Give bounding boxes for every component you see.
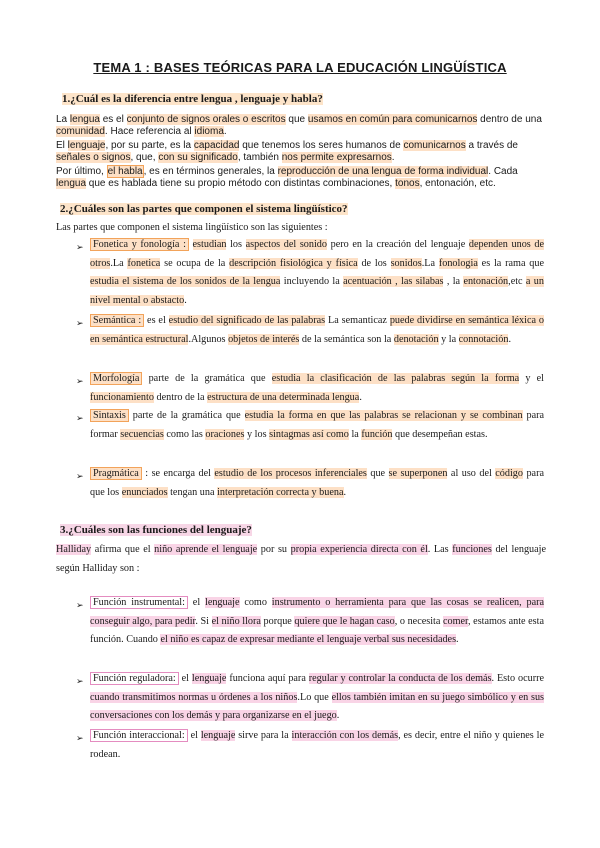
text: . xyxy=(456,634,459,645)
arrow-bullet-icon: ➢ xyxy=(76,677,84,687)
text: tengan una xyxy=(167,486,218,498)
highlight: código xyxy=(495,468,523,479)
section-heading-1 xyxy=(62,93,323,105)
arrow-bullet-icon: ➢ xyxy=(76,319,84,329)
text: . xyxy=(508,333,511,345)
text: . xyxy=(336,710,340,721)
highlight: entonación xyxy=(463,276,509,287)
q1-paragraph-habla xyxy=(56,166,546,190)
highlight: descripción fisiológica y física xyxy=(229,257,358,269)
highlight: denotación xyxy=(393,333,439,345)
text: dentro de la xyxy=(153,391,208,403)
term-box: Sintaxis xyxy=(90,409,129,422)
highlight: el habla xyxy=(107,166,143,177)
text: parte de la gramática que xyxy=(142,373,272,384)
highlight: lenguaje xyxy=(204,597,240,608)
term-box: Función reguladora: xyxy=(90,672,179,685)
highlight: propia experiencia directa con él xyxy=(290,544,428,555)
highlight: conjunto de signos orales o escritos xyxy=(126,114,286,125)
text: .La xyxy=(421,257,439,269)
text: . xyxy=(359,391,362,403)
highlight: el niño llora xyxy=(211,615,261,627)
highlight: lenguaje xyxy=(191,673,227,684)
highlight: lengua xyxy=(56,178,87,189)
highlight: comunidad xyxy=(56,126,105,137)
text: , la xyxy=(443,276,464,287)
highlight: Halliday xyxy=(56,544,92,555)
arrow-bullet-icon: ➢ xyxy=(76,414,84,424)
text: como xyxy=(239,597,272,608)
text: para que los xyxy=(90,468,544,498)
text: se ocupa de la xyxy=(160,257,230,269)
q2-item-sintaxis xyxy=(90,407,544,444)
highlight: a un nivel mental o abstacto xyxy=(90,276,544,306)
text: .Lo que xyxy=(297,691,332,703)
q2-intro: Las partes que componen el sistema lingüístico son las siguientes : xyxy=(56,222,328,233)
highlight: interpretación correcta y buena xyxy=(217,486,344,498)
highlight: estudian xyxy=(192,239,227,250)
text: . Esto ocurre xyxy=(491,673,544,684)
text: Por último, xyxy=(56,166,107,177)
q2-item-morfologia xyxy=(90,370,544,407)
highlight: estudio de los procesos inferenciales xyxy=(214,468,367,479)
text: : se encarga del xyxy=(141,468,215,479)
highlight: señales o signos xyxy=(56,152,131,163)
q3-item-reguladora xyxy=(90,670,544,726)
page-title: TEMA 1 : BASES TEÓRICAS PARA LA EDUCACIÓN LINGÜÍSTICA xyxy=(93,60,507,75)
text: y la xyxy=(438,333,459,345)
text: La semanticaz xyxy=(325,315,390,326)
q3-intro xyxy=(56,541,546,578)
highlight: reproducción de una lengua de forma individual xyxy=(277,166,489,177)
highlight: el niño es capaz de expresar mediante el lenguaje verbal sus necesidades xyxy=(160,634,457,645)
term-box: Pragmática xyxy=(90,467,142,480)
text: por su xyxy=(257,544,291,555)
text: La xyxy=(56,114,70,125)
highlight: aspectos del sonido xyxy=(245,239,327,250)
highlight: enunciados xyxy=(121,486,168,498)
q2-item-pragmatica xyxy=(90,465,544,502)
text: los xyxy=(226,239,246,250)
highlight: fonetica xyxy=(127,257,161,269)
text: ,etc xyxy=(508,276,526,287)
highlight: lenguaje xyxy=(67,140,106,151)
highlight: estudia el sistema de los sonidos de la lengua xyxy=(90,276,281,287)
highlight: quiere que le hagan caso xyxy=(294,615,395,627)
term-box: Función interaccional: xyxy=(90,729,188,742)
text: la xyxy=(348,428,362,440)
highlight: estudio del significado de las palabras xyxy=(168,315,326,326)
highlight: funciones xyxy=(452,544,492,555)
text: como las xyxy=(163,428,206,440)
highlight: capacidad xyxy=(193,140,240,151)
text: de la semántica son la xyxy=(299,333,394,345)
heading-text: 1.¿Cuál es la diferencia entre lengua , lenguaje y habla? xyxy=(62,93,323,105)
highlight: sintagmas así como xyxy=(269,428,349,440)
text: incluyendo la xyxy=(280,276,344,287)
text: para formar xyxy=(90,410,545,440)
highlight: oraciones xyxy=(205,428,245,440)
highlight: puede dividirse en semántica léxica o en semántica estructural xyxy=(90,315,544,345)
highlight: con su significado xyxy=(158,152,238,163)
highlight: usamos en común para comunicarnos xyxy=(307,114,478,125)
heading-text: 3.¿Cuáles son las funciones del lenguaje? xyxy=(60,524,252,536)
highlight: secuencias xyxy=(120,428,164,440)
text: sirve para la xyxy=(235,730,292,741)
highlight: objetos de interés xyxy=(228,333,300,345)
highlight: cuando transmitimos normas u órdenes a los niños xyxy=(90,691,298,703)
text: , o necesita xyxy=(394,615,443,627)
highlight: acentuación , las silabas xyxy=(343,276,444,287)
text: al uso del xyxy=(447,468,496,479)
text: que xyxy=(285,114,308,125)
highlight: idioma xyxy=(194,126,224,137)
text: . xyxy=(223,126,227,137)
text: El xyxy=(56,140,68,151)
text: el xyxy=(187,730,201,741)
text: . xyxy=(184,294,187,306)
term-box: Morfología xyxy=(90,372,142,385)
text: es el xyxy=(99,114,127,125)
text: , es decir, entre el niño y quienes le rodean. xyxy=(90,730,545,760)
arrow-bullet-icon: ➢ xyxy=(76,377,84,387)
text xyxy=(189,239,193,250)
highlight: sonidos xyxy=(390,257,422,269)
text: el xyxy=(178,673,192,684)
text: . xyxy=(391,152,395,163)
arrow-bullet-icon: ➢ xyxy=(76,734,84,744)
text: afirma que el xyxy=(91,544,155,555)
highlight: dependen unos de otros xyxy=(90,239,544,269)
text: dentro de una xyxy=(477,114,542,125)
text: que xyxy=(366,468,389,479)
q3-item-instrumental xyxy=(90,594,544,650)
highlight: regular y controlar la conducta de los demás xyxy=(308,673,492,684)
text: , que, xyxy=(130,152,159,163)
highlight: interacción con los demás xyxy=(291,730,399,741)
text: , entonación, etc. xyxy=(419,178,496,189)
highlight: funcionamiento xyxy=(90,391,154,403)
highlight: niño aprende el lenguaje xyxy=(154,544,258,555)
q1-paragraph-lengua xyxy=(56,114,546,138)
text: que desempeñan estas. xyxy=(392,428,488,440)
text: . Hace referencia al xyxy=(104,126,195,137)
highlight: comer xyxy=(442,615,469,627)
highlight: se superponen xyxy=(388,468,448,479)
text: del lenguaje según Halliday son : xyxy=(56,544,547,574)
text: es el xyxy=(144,315,169,326)
q1-paragraph-lenguaje xyxy=(56,140,546,164)
highlight: estructura de una determinada lengua xyxy=(207,391,360,403)
text: y los xyxy=(244,428,270,440)
text: . Las xyxy=(427,544,453,555)
highlight: estudia la clasificación de las palabras según la forma xyxy=(271,373,520,384)
text: a través de xyxy=(465,140,518,151)
text: es la rama que xyxy=(477,257,545,269)
text: que es hablada tiene su propio método con distintas combinaciones, xyxy=(86,178,396,189)
section-heading-2 xyxy=(60,203,348,215)
highlight: función xyxy=(361,428,393,440)
q2-item-semantica xyxy=(90,312,544,349)
highlight: instrumento o herramienta para que las cosas se realicen, para conseguir algo, para pedir xyxy=(90,597,544,627)
text: . xyxy=(343,486,347,498)
text: , es en términos generales, la xyxy=(143,166,278,177)
highlight: tonos xyxy=(395,178,420,189)
highlight: fonologia xyxy=(438,257,478,269)
term-box: Fonetica y fonología : xyxy=(90,238,189,251)
heading-text: 2.¿Cuáles son las partes que componen el sistema lingüístico? xyxy=(60,203,348,215)
text: que tenemos los seres humanos de xyxy=(239,140,404,151)
text: funciona aquí para xyxy=(226,673,309,684)
section-heading-3 xyxy=(60,524,252,536)
arrow-bullet-icon: ➢ xyxy=(76,601,84,611)
arrow-bullet-icon: ➢ xyxy=(76,243,84,253)
text: parte de la gramática que xyxy=(128,410,245,421)
text: el xyxy=(187,597,205,608)
highlight: lenguaje xyxy=(200,730,236,741)
text: , estamos ante esta función. Cuando xyxy=(90,615,544,645)
highlight: ellos también imitan en su juego simbólico y en sus conversaciones con los demás y para organizarse en el juego xyxy=(90,691,545,721)
text: .La xyxy=(110,257,128,269)
text: , por su parte, es la xyxy=(105,140,194,151)
q3-item-interaccional xyxy=(90,727,544,764)
q2-item-fonetica xyxy=(90,236,544,310)
highlight: connotación xyxy=(458,333,509,345)
text: y el xyxy=(519,373,544,384)
arrow-bullet-icon: ➢ xyxy=(76,472,84,482)
highlight: comunicarnos xyxy=(403,140,466,151)
highlight: lengua xyxy=(69,114,100,125)
text: . Si xyxy=(195,615,212,627)
term-box: Semántica : xyxy=(90,314,144,327)
highlight: nos permite expresarnos xyxy=(281,152,392,163)
text: de los xyxy=(357,257,391,269)
text: pero en la creación del lenguaje xyxy=(327,239,469,250)
text: .Algunos xyxy=(188,333,229,345)
text: . Cada xyxy=(488,166,518,177)
term-box: Función instrumental: xyxy=(90,596,188,609)
text: porque xyxy=(260,615,295,627)
text: , también xyxy=(237,152,282,163)
highlight: estudia la forma en que las palabras se relacionan y se combinan xyxy=(244,410,523,421)
